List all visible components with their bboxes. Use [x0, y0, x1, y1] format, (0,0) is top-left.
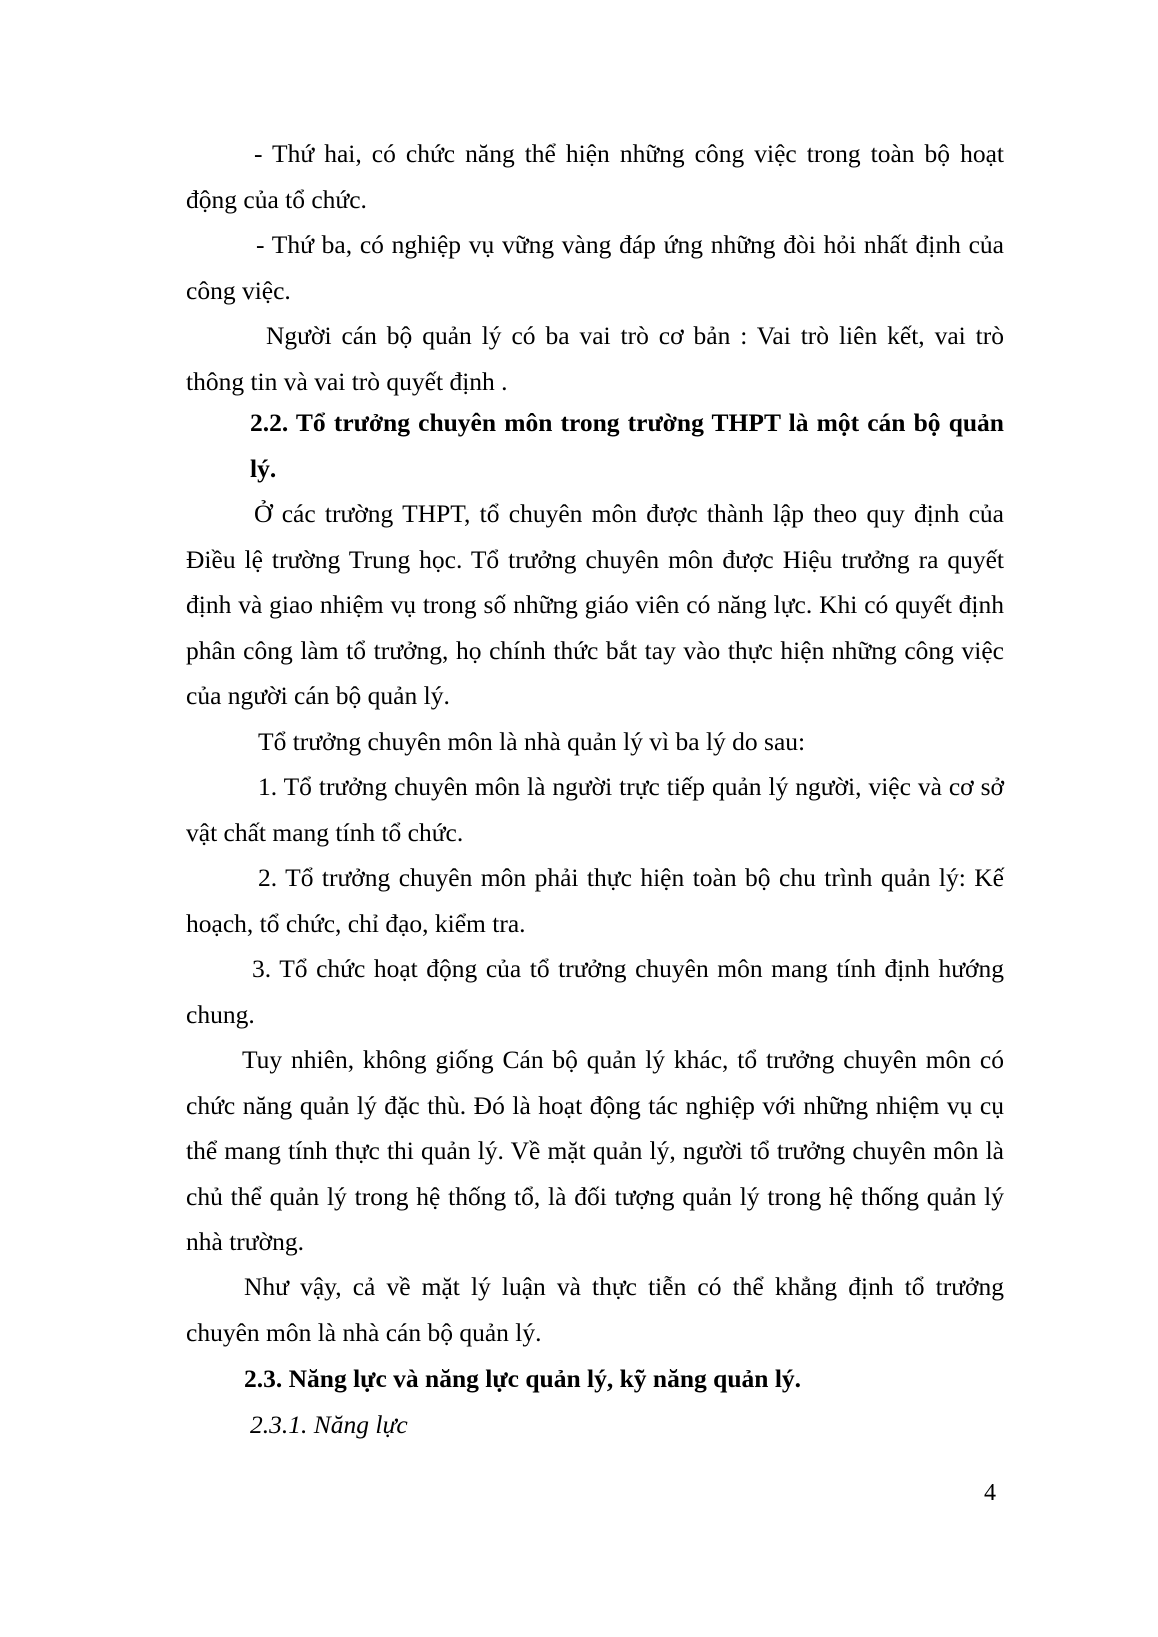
paragraph-specific-function: Tuy nhiên, không giống Cán bộ quản lý khác, tổ trưởng chuyên môn có chức năng quản lý đặc thù. Đó là hoạt động tác nghiệp với những nhiệm vụ cụ thể mang tính thực thi quản lý. Về mặt quản lý, người tổ trưởng chuyên môn là chủ thể quản lý trong hệ thống tổ, là đối tượng quản lý trong hệ thống quản lý nhà trường.: [186, 1045, 1004, 1256]
paragraph-team-leader-appointment: Ở các trường THPT, tổ chuyên môn được thành lập theo quy định của Điều lệ trường Trung học. Tổ trưởng chuyên môn được Hiệu trưởng ra quyết định và giao nhiệm vụ trong số những giáo viên có năng lực. Khi có quyết định phân công làm tổ trưởng, họ chính thức bắt tay vào thực hiện những công việc của người cán bộ quản lý.: [186, 499, 1004, 710]
section-heading-2-3: 2.3. Năng lực và năng lực quản lý, kỹ năng quản lý.: [244, 1364, 802, 1393]
list-item-reason-2: 2. Tổ trưởng chuyên môn phải thực hiện toàn bộ chu trình quản lý: Kế hoạch, tổ chức, chỉ đạo, kiểm tra.: [186, 863, 1004, 938]
section-heading-2-2: 2.2. Tổ trưởng chuyên môn trong trường THPT là một cán bộ quản lý.: [250, 408, 1004, 483]
list-item-reason-3: 3. Tổ chức hoạt động của tổ trưởng chuyên môn mang tính định hướng chung.: [186, 954, 1004, 1029]
list-item-reason-1: 1. Tổ trưởng chuyên môn là người trực tiếp quản lý người, việc và cơ sở vật chất mang tính tổ chức.: [186, 772, 1004, 847]
page-number: 4: [984, 1480, 996, 1506]
subsection-heading-2-3-1: 2.3.1. Năng lực: [250, 1410, 408, 1439]
paragraph-conclusion: Như vậy, cả về mặt lý luận và thực tiễn có thể khẳng định tổ trưởng chuyên môn là nhà cán bộ quản lý.: [186, 1272, 1004, 1347]
paragraph-three-roles: Người cán bộ quản lý có ba vai trò cơ bản : Vai trò liên kết, vai trò thông tin và vai trò quyết định .: [186, 321, 1004, 396]
paragraph-second-function: - Thứ hai, có chức năng thể hiện những công việc trong toàn bộ hoạt động của tổ chức.: [186, 139, 1004, 214]
paragraph-third-skill: - Thứ ba, có nghiệp vụ vững vàng đáp ứng những đòi hỏi nhất định của công việc.: [186, 230, 1004, 305]
paragraph-three-reasons-intro: Tổ trưởng chuyên môn là nhà quản lý vì ba lý do sau:: [258, 727, 806, 756]
